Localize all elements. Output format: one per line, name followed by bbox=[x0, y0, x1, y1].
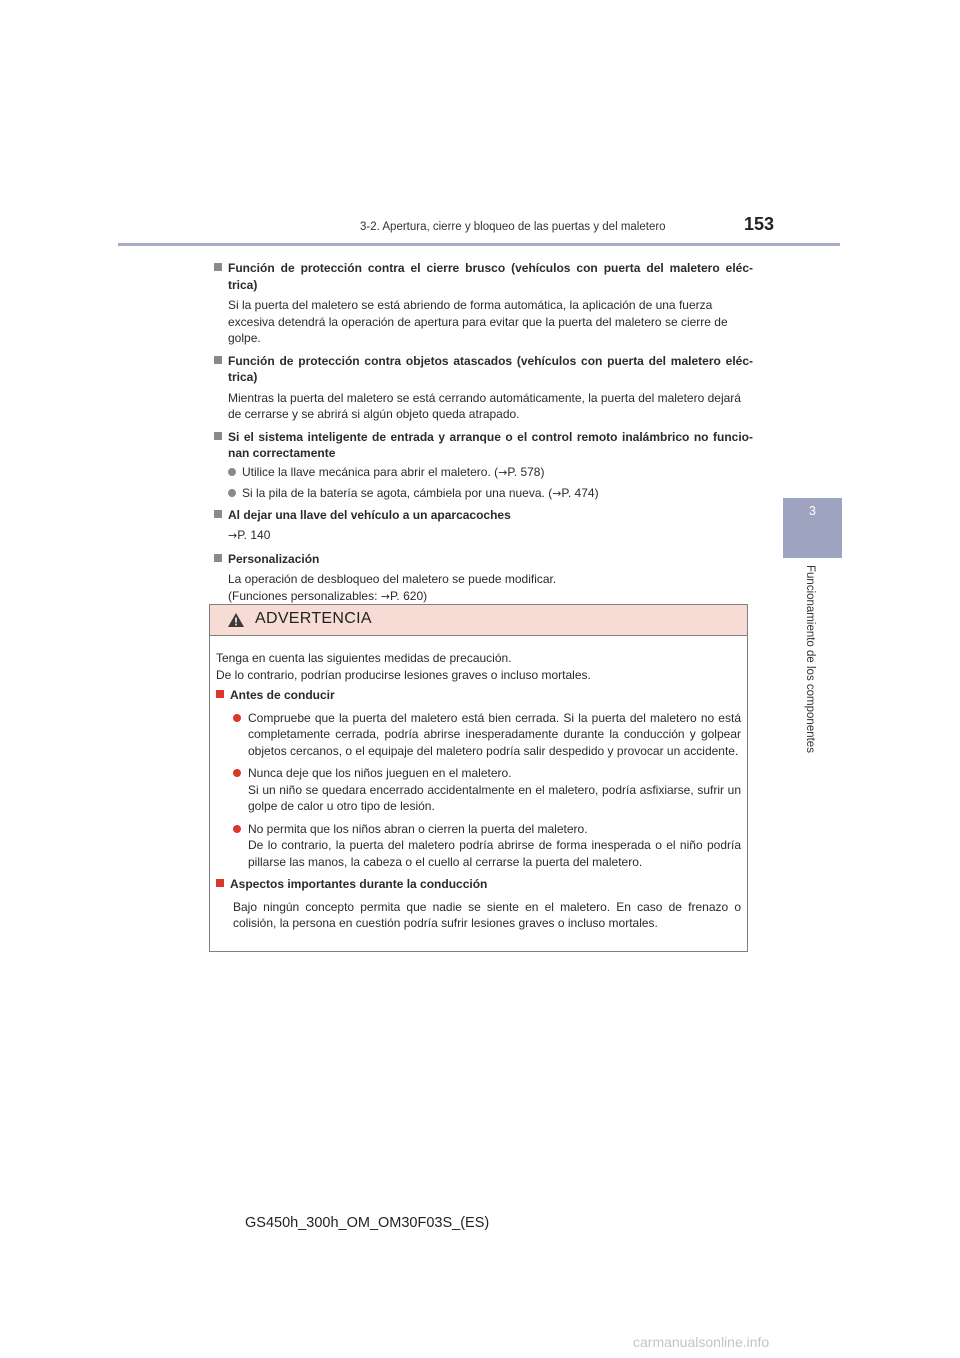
section-heading: Si el sistema inteligente de entrada y arranque o el control remoto inalámbrico no funcio- nan correctamente bbox=[213, 429, 753, 462]
arrow-icon: → bbox=[228, 529, 238, 542]
page-reference-link[interactable]: P. 140 bbox=[237, 528, 271, 542]
warning-list-item: No permita que los niños abran o cierren la puerta del maletero. De lo contrario, la puerta del maletero podría abrirse de forma inesperada o el niño podría pillarse las manos, la cabeza o el cuello al cerrarse la puerta del maletero. bbox=[216, 821, 741, 871]
square-bullet-icon bbox=[214, 356, 222, 364]
header-divider bbox=[118, 243, 840, 246]
square-bullet-icon bbox=[214, 510, 222, 518]
running-head: 3-2. Apertura, cierre y bloqueo de las puertas y del maletero bbox=[360, 221, 666, 233]
page-reference-link[interactable]: P. 578) bbox=[507, 464, 545, 479]
page-reference-link[interactable]: P. 620) bbox=[389, 588, 428, 603]
red-round-bullet-icon bbox=[233, 825, 241, 833]
section-body: Si la puerta del maletero se está abriendo de forma automática, la aplicación de una fuerza excesiva detendrá la operación de apertura para evitar que la puerta del maletero se cierre de golpe. bbox=[228, 298, 728, 345]
section-heading: Función de protección contra objetos atascados (vehículos con puerta del maletero eléc- trica) bbox=[213, 353, 753, 386]
watermark: carmanualsonline.info bbox=[633, 1334, 770, 1350]
section-heading: Función de protección contra el cierre brusco (vehículos con puerta del maletero eléc- trica) bbox=[213, 260, 753, 293]
red-round-bullet-icon bbox=[233, 714, 241, 722]
warning-header bbox=[210, 605, 747, 636]
section-body: Mientras la puerta del maletero se está cerrando automáticamente, la puerta del maletero dejará de cerrarse y se abrirá si algún objeto queda atrapado. bbox=[228, 390, 741, 421]
warning-intro: Tenga en cuenta las siguientes medidas de precaución. De lo contrario, podrían producirse lesiones graves o incluso mortales. bbox=[216, 651, 591, 682]
square-bullet-icon bbox=[214, 263, 222, 271]
arrow-icon: → bbox=[552, 487, 562, 500]
warning-subheading: Antes de conducir bbox=[216, 687, 741, 704]
square-bullet-icon bbox=[214, 554, 222, 562]
list-item: Utilice la llave mecánica para abrir el maletero. (→P. 578) bbox=[213, 464, 753, 482]
warning-title: ADVERTENCIA bbox=[255, 610, 372, 627]
section-heading: Al dejar una llave del vehículo a un aparcacoches bbox=[213, 507, 753, 524]
square-bullet-icon bbox=[214, 432, 222, 440]
main-content bbox=[213, 256, 753, 611]
warning-triangle-icon bbox=[227, 612, 245, 628]
section-heading: Personalización bbox=[213, 551, 753, 568]
arrow-icon: → bbox=[498, 465, 508, 479]
round-bullet-icon bbox=[228, 489, 236, 497]
chapter-number: 3 bbox=[809, 504, 816, 518]
warning-list-item: Nunca deje que los niños jueguen en el maletero. Si un niño se quedara encerrado accidentalmente en el maletero, podría asfixiarse, sufrir un golpe de calor u otro tipo de lesión. bbox=[216, 765, 741, 815]
document-code: GS450h_300h_OM_OM30F03S_(ES) bbox=[245, 1215, 490, 1231]
round-bullet-icon bbox=[228, 468, 236, 476]
warning-box bbox=[209, 604, 748, 952]
section-body bbox=[213, 527, 753, 545]
arrow-icon: → bbox=[380, 589, 390, 603]
chapter-title: Funcionamiento de los componentes bbox=[804, 565, 816, 753]
warning-paragraph: Bajo ningún concepto permita que nadie se siente en el maletero. En caso de frenazo o colisión, la persona en cuestión podría sufrir lesiones graves o incluso mortales. bbox=[233, 899, 741, 930]
page-reference-link[interactable]: P. 474) bbox=[561, 486, 599, 500]
warning-list-item: Compruebe que la puerta del maletero está bien cerrada. Si la puerta del maletero no está completamente cerrada, podría abrirse inesperadamente durante la conducción y golpear objetos cercanos, o el equipaje del maletero podría salir despedido y provocar un accidente. bbox=[216, 710, 741, 760]
red-round-bullet-icon bbox=[233, 769, 241, 777]
page-number: 153 bbox=[744, 214, 775, 234]
chapter-tab bbox=[783, 498, 842, 558]
warning-body bbox=[210, 636, 747, 932]
warning-subheading: Aspectos importantes durante la conducción bbox=[216, 876, 741, 893]
section-body: La operación de desbloqueo del maletero se puede modificar. (Funciones personalizables: →P. 620) bbox=[228, 572, 557, 603]
red-square-bullet-icon bbox=[216, 879, 224, 887]
red-square-bullet-icon bbox=[216, 690, 224, 698]
list-item: Si la pila de la batería se agota, cámbiela por una nueva. (→P. 474) bbox=[213, 485, 753, 503]
